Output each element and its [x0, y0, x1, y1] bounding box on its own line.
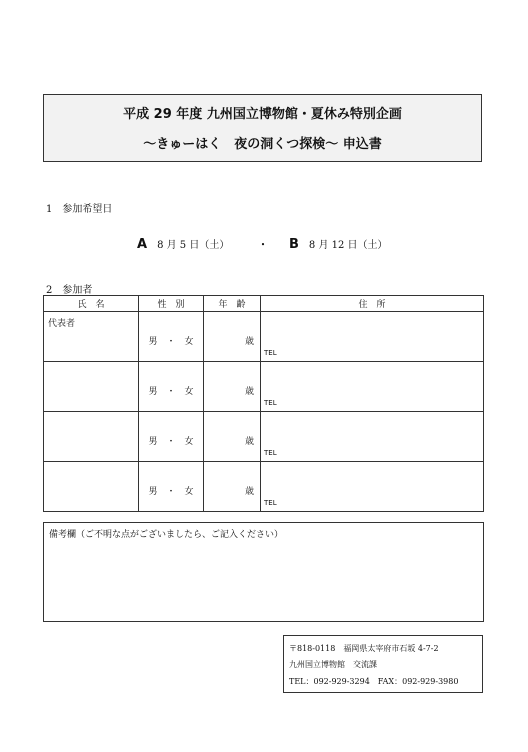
date-option-b[interactable] [289, 236, 388, 252]
gender-options: 男 ・ 女 [148, 487, 194, 497]
age-cell[interactable] [204, 462, 261, 512]
age-cell[interactable] [204, 412, 261, 462]
header-age: 年 齢 [204, 296, 261, 312]
title-line-2: ～きゅーはく 夜の洞くつ探検～ 申込書 [143, 137, 382, 152]
gender-options: 男 ・ 女 [148, 337, 194, 347]
title-line-1: 平成 29 年度 九州国立博物館・夏休み特別企画 [123, 107, 402, 122]
tel-label: TEL [264, 399, 277, 407]
name-cell[interactable] [44, 412, 139, 462]
gender-cell[interactable] [139, 362, 204, 412]
representative-label: 代表者 [48, 319, 76, 329]
date-option-a[interactable] [137, 236, 229, 252]
date-option-a-date: 8 月 5 日（土） [157, 240, 230, 251]
age-unit: 歳 [244, 437, 254, 447]
contact-department: 九州国立博物館 交流課 [289, 660, 377, 669]
remarks-label: 備考欄（ご不明な点がございましたら、ご記入ください） [49, 530, 284, 540]
address-cell[interactable] [261, 412, 484, 462]
table-row [44, 312, 484, 362]
name-cell[interactable] [44, 362, 139, 412]
table-row [44, 412, 484, 462]
address-cell[interactable] [261, 462, 484, 512]
contact-phone-fax: TEL：092-929-3294 FAX：092-929-3980 [289, 677, 459, 686]
section-1-label: 1 参加希望日 [46, 204, 113, 215]
title-box [43, 94, 482, 162]
table-row [44, 362, 484, 412]
tel-label: TEL [264, 349, 277, 357]
address-cell[interactable] [261, 362, 484, 412]
date-option-b-letter: B [289, 237, 299, 252]
participants-table [43, 295, 484, 512]
header-name: 氏 名 [44, 296, 139, 312]
age-cell[interactable] [204, 312, 261, 362]
address-cell[interactable] [261, 312, 484, 362]
age-unit: 歳 [244, 387, 254, 397]
contact-address: 〒818-0118 福岡県太宰府市石坂 4-7-2 [289, 644, 439, 653]
gender-options: 男 ・ 女 [148, 387, 194, 397]
header-gender: 性 別 [139, 296, 204, 312]
tel-label: TEL [264, 449, 277, 457]
tel-label: TEL [264, 499, 277, 507]
gender-cell[interactable] [139, 412, 204, 462]
age-unit: 歳 [244, 487, 254, 497]
remarks-box[interactable] [43, 522, 484, 622]
date-option-b-date: 8 月 12 日（土） [308, 240, 388, 251]
age-cell[interactable] [204, 362, 261, 412]
header-address: 住 所 [261, 296, 484, 312]
participants-header-row [44, 296, 484, 312]
table-row [44, 462, 484, 512]
contact-box [283, 635, 483, 693]
date-separator: ・ [258, 240, 268, 251]
gender-options: 男 ・ 女 [148, 437, 194, 447]
gender-cell[interactable] [139, 312, 204, 362]
date-option-a-letter: A [137, 237, 148, 252]
age-unit: 歳 [244, 337, 254, 347]
section-2-label: 2 参加者 [46, 285, 93, 296]
name-cell[interactable] [44, 462, 139, 512]
name-cell[interactable] [44, 312, 139, 362]
gender-cell[interactable] [139, 462, 204, 512]
